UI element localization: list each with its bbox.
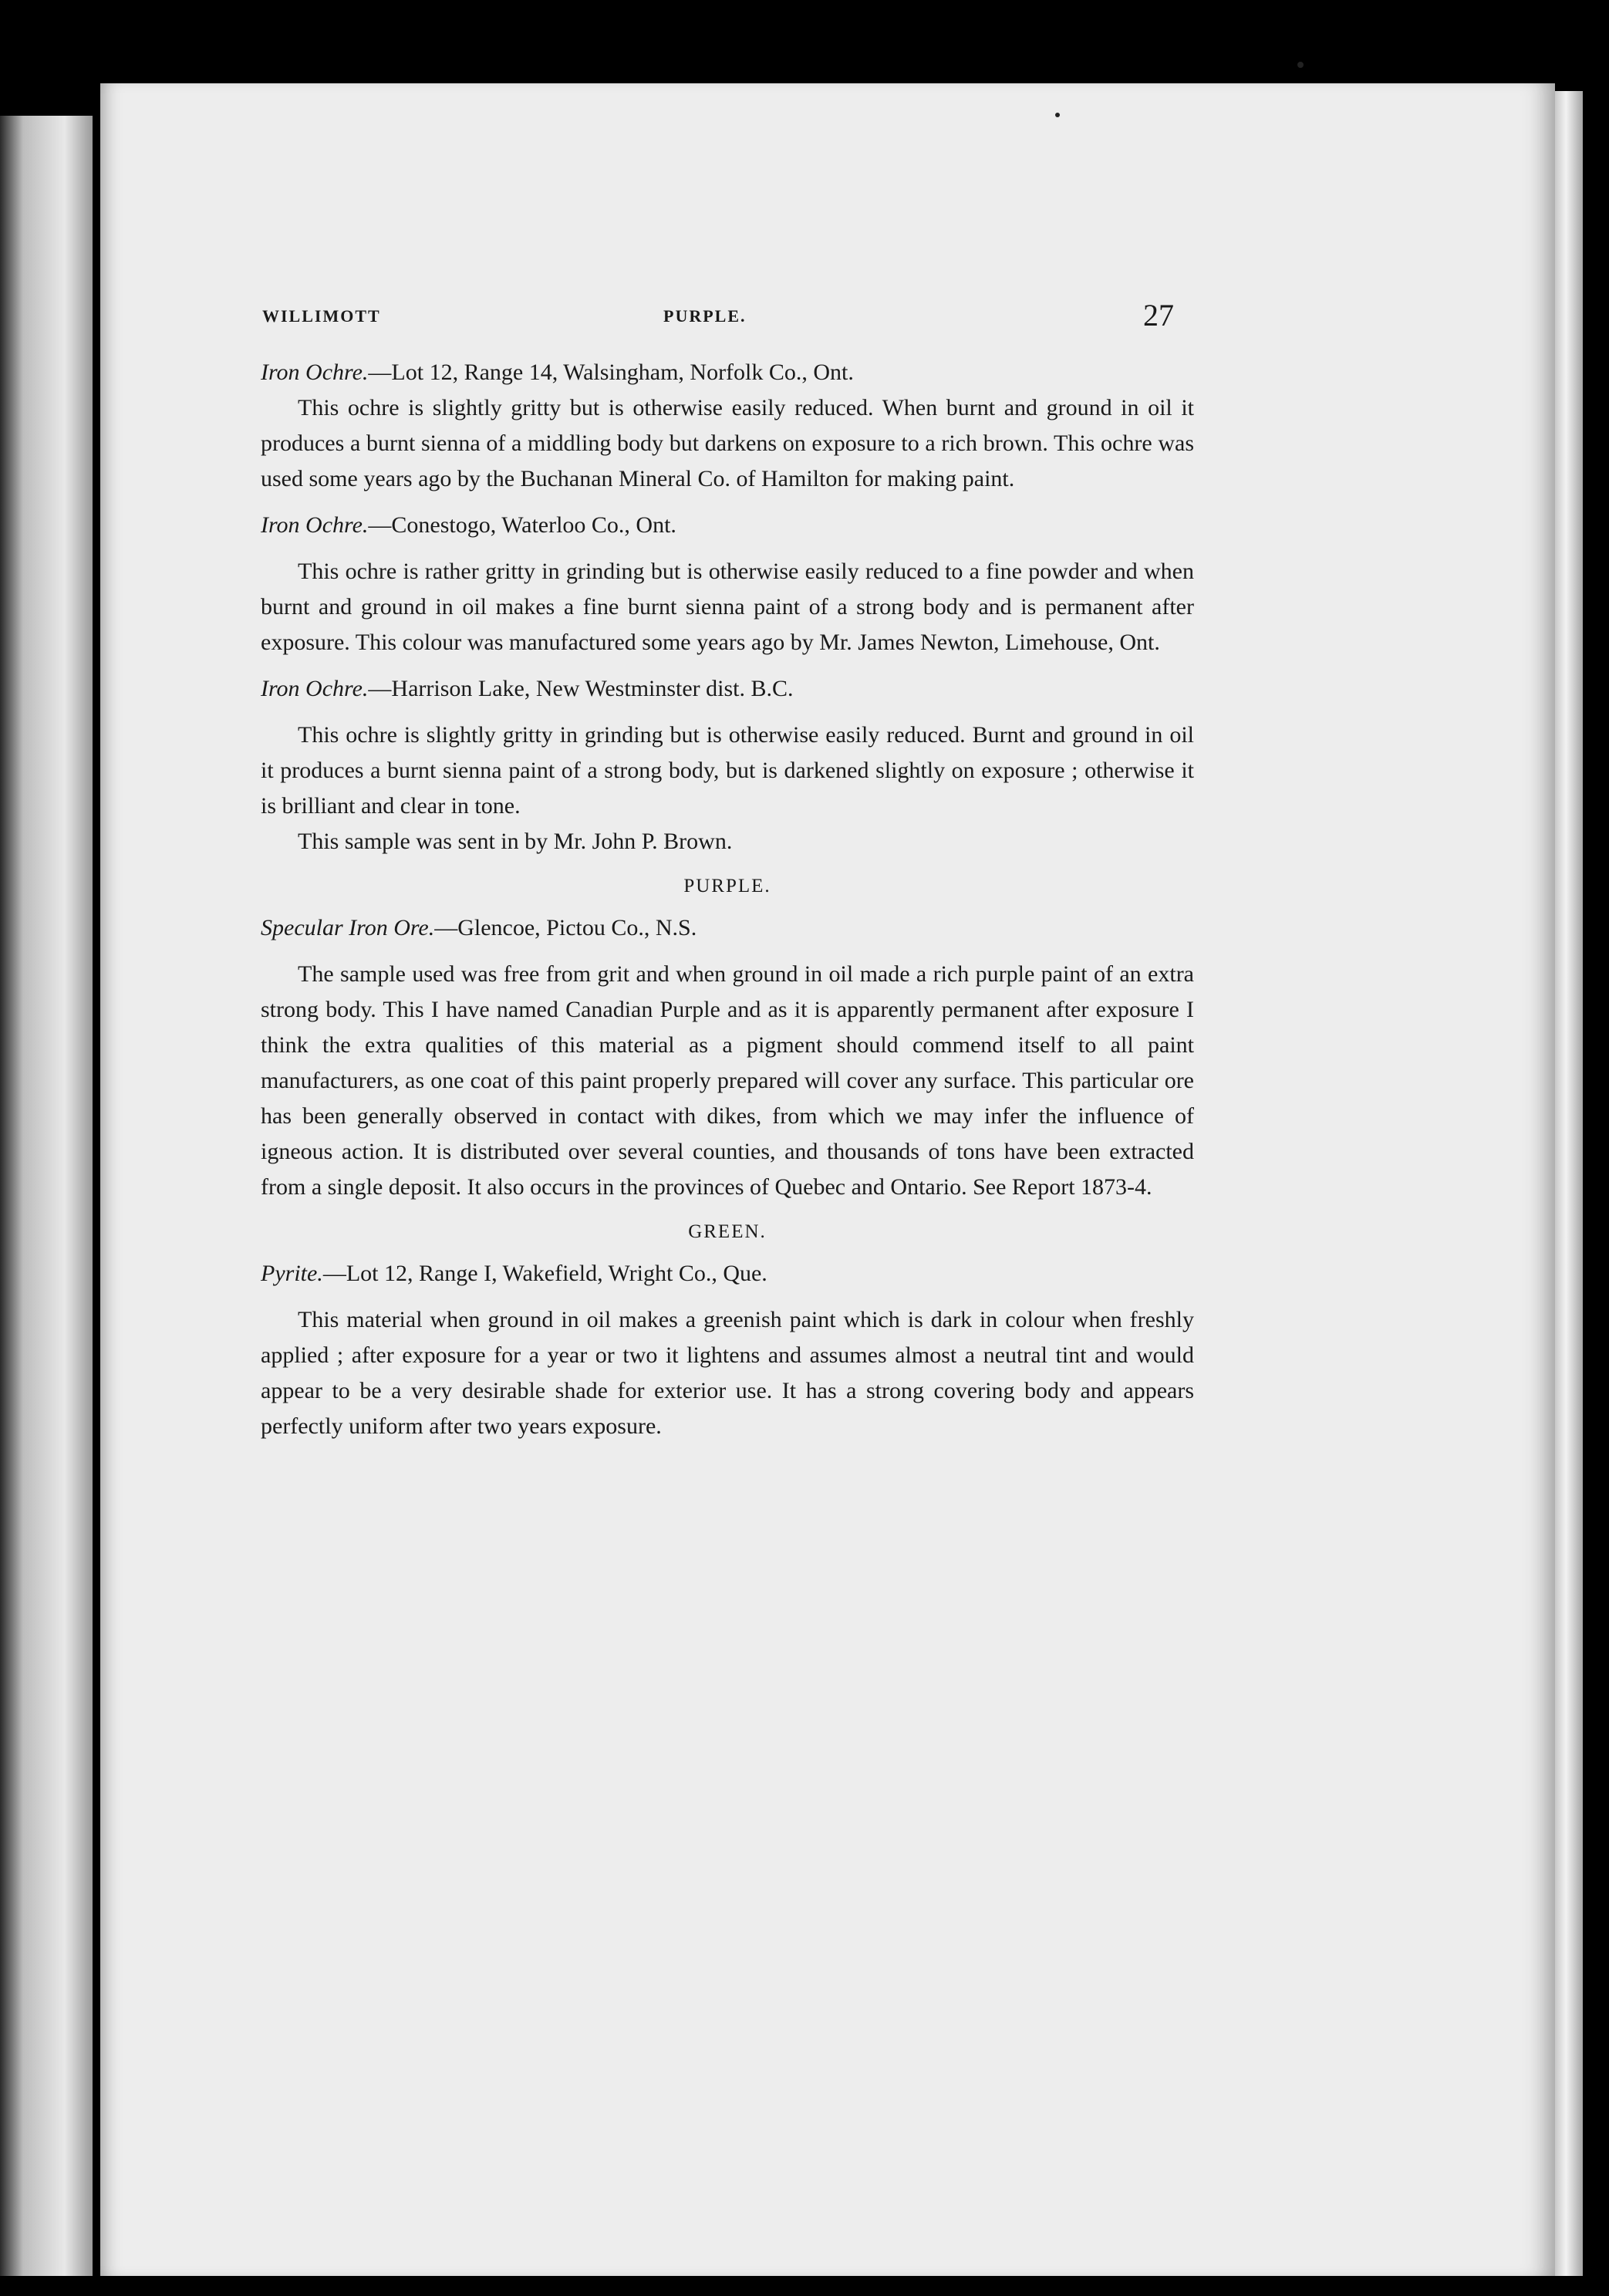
entry-location: —Conestogo, Waterloo Co., Ont. [368,512,676,538]
entry-heading [261,1256,1194,1292]
page-body [261,355,1194,1444]
facing-page-edge [0,116,93,2276]
scan-speck [1297,62,1304,68]
section-heading-green: GREEN. [688,1221,767,1242]
entry-title: Iron Ochre. [261,676,369,701]
entry-location: —Lot 12, Range 14, Walsingham, Norfolk Co., Ont. [368,360,854,385]
running-head [0,297,1609,333]
running-head-author: WILLIMOTT [262,306,381,326]
entry-heading [261,508,1194,543]
entry [261,910,1194,1205]
entry-heading [261,355,1194,390]
entry [261,508,1194,660]
paragraph: The sample used was free from grit and when ground in oil made a rich purple paint of an extra strong body. This I have named Canadian Purple and as it is apparently permanent after exposure I think the extra qualities of this material as a pigment should commend itself to all paint manufacturers, as one coat of this paint properly prepared will cover any surface. This particular ore has been generally observed in contact with dikes, from which we may infer the influence of igneous action. It is distributed over several counties, and thousands of tons have been extracted from a single deposit. It also occurs in the provinces of Quebec and Ontario. See Report 1873-4. [261,961,1194,1200]
paragraph: This ochre is rather gritty in grinding but is otherwise easily reduced to a fine powder and when burnt and ground in oil makes a fine burnt sienna paint of a strong body and is permanent after exposure. This colour was manufactured some years ago by Mr. James Newton, Limehouse, Ont. [261,559,1194,655]
entry-location: —Harrison Lake, New Westminster dist. B.C. [368,676,794,701]
entry-location: —Glencoe, Pictou Co., N.S. [434,915,697,940]
entry-location: —Lot 12, Range I, Wakefield, Wright Co., Que. [322,1261,767,1286]
running-head-title: PURPLE. [663,306,747,326]
paragraph: This ochre is slightly gritty but is otherwise easily reduced. When burnt and ground in oil it produces a burnt sienna of a middling body but darkens on exposure to a rich brown. This ochre was used some years ago by the Buchanan Mineral Co. of Hamilton for making paint. [261,395,1194,491]
entry [261,1256,1194,1444]
entry [261,355,1194,497]
entry-title: Iron Ochre. [261,512,369,538]
entry-heading [261,910,1194,946]
entry-title: Specular Iron Ore. [261,915,435,940]
paragraph: This ochre is slightly gritty in grinding but is otherwise easily reduced. Burnt and ground in oil it produces a burnt sienna paint of a strong body, but is darkened slightly on exposure ; otherwise it is brilliant and clear in tone. [261,722,1194,819]
section-heading-purple: PURPLE. [683,876,771,896]
entry [261,671,1194,859]
page-edge [1555,91,1583,2276]
entry-title: Iron Ochre. [261,360,369,385]
entry-title: Pyrite. [261,1261,323,1286]
page-number: 27 [1143,298,1174,333]
paragraph: This material when ground in oil makes a greenish paint which is dark in colour when freshly applied ; after exposure for a year or two it lightens and assumes almost a neutral tint and would appear to be a very desirable shade for exterior use. It has a strong covering body and appears perfectly uniform after two years exposure. [261,1307,1194,1439]
entry-heading [261,671,1194,707]
scan-speck [1055,113,1060,117]
paragraph: This sample was sent in by Mr. John P. Brown. [298,829,733,854]
